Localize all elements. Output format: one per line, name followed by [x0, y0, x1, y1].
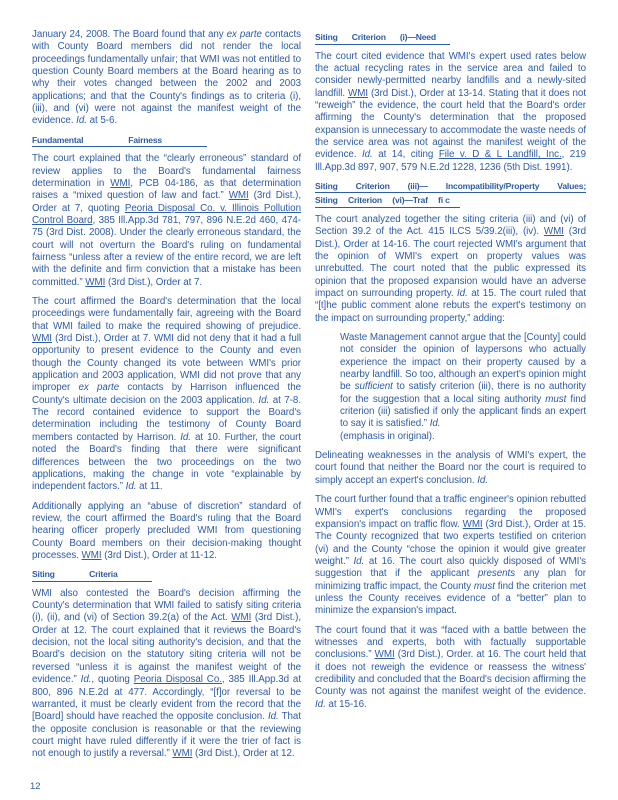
heading-word: Siting: [315, 180, 338, 191]
body-text: (emphasis in original).: [340, 430, 435, 442]
italic-text: must: [545, 393, 567, 405]
body-text: That the opposite conclusion is reasonable or that the reviewing court might have ruled differently if it were the trier of fact is not enough to justify a reversal.”: [32, 711, 301, 760]
body-text: find the criterion met unless the County receives evidence of a “better” plan to minimize the expansion's impact.: [315, 580, 586, 617]
body-text: (3rd Dist.), Order at 12. The court explained that it reviews the Board's decision, not the local siting authority's decision, and that the Board's decision on the statutory siting criteria will not be reversed “unless it is against the manifest weight of the evidence.”: [32, 612, 302, 686]
body-text: (3rd Dist.), Order at 11-12.: [101, 549, 217, 561]
heading-word: Values;: [557, 180, 586, 191]
body-text: (3rd Dist.), Order at 14-16. The court rejected WMI's argument that the opinion of WMI's expert on property values was unrebutted. The court noted that the public expressed its opinion that the proposed expansion would have an adverse impact on surrounding property.: [315, 226, 586, 299]
case-citation: WMI: [81, 549, 102, 561]
case-citation: WMI: [462, 518, 483, 530]
body-text: Delineating weaknesses in the analysis of WMI's expert, the court found that neither the Board nor the court is required to simply accept an expert's conclusion.: [315, 450, 586, 486]
left-column: [32, 29, 301, 768]
section-heading-line: [315, 181, 586, 194]
italic-text: Id.: [361, 149, 373, 161]
body-text: at 11.: [136, 481, 163, 493]
heading-word: Siting: [315, 32, 338, 42]
section-heading-line: [315, 32, 450, 45]
body-text: The court cited evidence that WMI's expert used rates below the actual recycling rates in the service area and failed to consider newly-permitted nearby landfills and a newly-sited landfill.: [315, 50, 586, 99]
section-heading-line: [315, 195, 460, 208]
case-citation: Peoria Disposal Co. v. Illinois Pollution Control Board: [32, 202, 301, 226]
body-text: contacts with County Board members did not render the local proceedings fundamentally unfair; that WMI was not entitled to question County Board members at the Board hearing as to why their votes changed between the 2002 and 2003 applications; and that the County's findings as to criteria (i), (iii), and (vi) were not against the manifest weight of the evidence.: [32, 29, 301, 127]
italic-text: ex parte: [78, 382, 120, 394]
body-text: The court found that it was “faced with a battle between the witnesses and experts, both with factually supportable conclusions.”: [315, 624, 586, 661]
body-text: (3rd Dist.), Order at 13-14. Stating that it does not “reweigh” the evidence, the court held that the Board's order affirming the County's determination that the proposed expansion is unnecessary to accommodate the waste needs of the service area was not against the manifest weight of the evidence.: [315, 87, 586, 161]
italic-text: ex parte: [226, 29, 262, 40]
case-citation: WMI: [543, 226, 564, 238]
case-citation: Peoria Disposal Co.: [133, 674, 222, 686]
paragraph: [32, 29, 301, 128]
case-citation: WMI: [228, 190, 249, 202]
italic-text: Id.: [125, 481, 137, 493]
heading-word: Criterion: [355, 180, 390, 191]
section-heading-line: [32, 135, 207, 148]
body-text: (3rd Dist.), Order at 7.: [105, 276, 203, 288]
body-text: find criterion (iii) satisfied if only the applicant finds an expert to say it is satisfied.”: [340, 393, 586, 430]
heading-word: Siting: [315, 195, 338, 206]
paragraph: [315, 494, 586, 617]
body-text: , 385 Ill.App.3d 781, 797, 896 N.E.2d 460, 474-75 (3rd Dist. 2008). Under the clearly erroneous standard, the court will not overturn the Board's ruling on fundamental fairness “unless after a review of the entire record, we are left with the definite and firm conviction that a mistake has been committed.”: [32, 214, 301, 288]
heading-word: Incompatibility/Property: [445, 180, 540, 191]
body-text: (3rd Dist.), Order at 12.: [192, 748, 295, 760]
body-text: at 5-6.: [86, 115, 118, 127]
body-text: The court affirmed the Board's determination that the local proceedings were fundamentally fair, agreeing with the Board that WMI failed to make the required showing of prejudice.: [32, 296, 301, 332]
paragraph: [32, 588, 301, 761]
body-text: Waste Management cannot argue that the [County] could not consider the opinion of laypersons who actually experience the impact on their property caused by a nearby landfill. So too, although an expert's opinion might be: [340, 332, 586, 393]
block-quote: [340, 332, 586, 443]
italic-text: Id.: [76, 115, 87, 127]
heading-word: Criteria: [89, 569, 118, 580]
heading-word: Fairness: [128, 134, 163, 145]
case-citation: File v. D & L Landfill, Inc.: [438, 149, 562, 161]
case-citation: WMI: [374, 649, 395, 661]
body-text: at 14, citing: [372, 149, 439, 161]
heading-word: Siting: [32, 569, 55, 580]
heading-word: Criterion: [351, 32, 386, 42]
italic-text: Id.: [180, 431, 191, 443]
body-text: Additionally applying an “abuse of discretion” standard of review, the court affirmed the Board's ruling that the Board hearing officer properly precluded WMI from questioning County Board members on their decision-making thought processes.: [32, 500, 301, 561]
italic-text: Id.: [429, 418, 441, 430]
page-number: 12: [30, 781, 41, 792]
heading-word: Fundamental: [32, 134, 84, 145]
case-citation: WMI: [32, 333, 52, 345]
paragraph: [315, 625, 586, 711]
body-text: , 219 Ill.App.3d 897, 907, 579 N.E.2d 1228, 1236 (5th Dist. 1991).: [315, 149, 586, 173]
paragraph: [32, 501, 301, 563]
heading-word: (iii)—: [407, 180, 428, 191]
case-citation: WMI: [172, 748, 193, 760]
body-text: to satisfy criterion (iii), there is no authority for the suggestion that a local siting authority: [340, 381, 586, 405]
body-text: The court explained that the “clearly erroneous” standard of review applies to the Board's fundamental fairness determination in: [32, 153, 301, 189]
italic-text: Id.: [457, 288, 468, 299]
body-text: any plan for minimizing traffic impact, the County: [315, 568, 586, 592]
body-text: (3rd Dist.), Order at 15. The County recognized that two experts testified on criterion (vi) and the County “chose the opinion it would give greater weight.”: [315, 518, 586, 567]
case-citation: WMI: [231, 612, 252, 624]
italic-text: must: [473, 580, 495, 592]
body-text: at 15. The court ruled that “[t]he public comment alone rebuts the expert's testimony on the impact on surrounding property,” adding:: [315, 288, 586, 324]
heading-word: (vi)—Traf: [392, 195, 428, 206]
body-text: (3rd Dist.), Order at 7, quoting: [32, 190, 301, 214]
heading-word: fi c: [438, 195, 450, 206]
italic-text: Id.: [315, 698, 326, 710]
paragraph: [315, 450, 586, 487]
body-text: contacts by Harrison influenced the County's ultimate decision on the 2003 application.: [32, 382, 301, 406]
case-citation: WMI: [85, 276, 106, 288]
section-heading-line: [32, 569, 152, 582]
body-text: (3rd Dist.), Order at 7. WMI did not deny that it had a full opportunity to present evidence to the County and even though the County changed its vote between WMI's prior application and 2003 application, WMI did not prove that any improper: [32, 333, 301, 394]
body-text: at 7-8. The record contained evidence to support the Board's determination including the testimony of County Board members contacted by Harrison.: [32, 394, 301, 443]
body-text: The court analyzed together the siting criteria (iii) and (vi) of Section 39.2 of the Act. 415 ILCS 5/39.2(iii), (iv).: [315, 213, 586, 238]
heading-word: (i)—Need: [399, 32, 436, 42]
body-text: (3rd Dist.), Order. at 16. The court held that it does not reweigh the evidence or reassess the witness' credibility and concluded that the Board's decision affirming the County was not against the manifest weight of the evidence.: [315, 649, 587, 698]
case-citation: WMI: [110, 177, 131, 189]
body-text: at 16. The court also quickly disposed of WMI's suggestion that if the applicant: [315, 555, 587, 580]
paragraph: [315, 214, 586, 325]
paragraph: [32, 153, 301, 289]
section-heading: [315, 32, 586, 45]
body-text: WMI also contested the Board's decision affirming the County's determination that WMI failed to satisfy siting criteria (i), (ii), and (vi) of Section 39.2(a) of the Act.: [32, 587, 301, 624]
section-heading: [315, 181, 586, 208]
italic-text: Id.: [267, 711, 279, 723]
italic-text: Id.: [258, 394, 270, 406]
section-heading: [32, 569, 301, 582]
paragraph: [32, 296, 301, 494]
body-text: , PCB 04-186, as that determination raises a “mixed question of law and fact.”: [32, 177, 301, 202]
case-citation: WMI: [348, 87, 368, 99]
body-text: at 10. Further, the court noted the Board's finding that there were significant differences between the two proceedings on the two applications, making the change in vote “explainable by independent factors.”: [32, 431, 301, 493]
heading-word: Criterion: [347, 195, 382, 206]
paragraph: [315, 51, 586, 174]
body-text: at 15-16.: [325, 698, 367, 710]
body-text: , 385 Ill.App.3d at 800, 896 N.E.2d at 477. Accordingly, “[f]or reversal to be warranted, it must be clearly evident from the record that the [Board] should have reached the opposite conclusion.: [32, 674, 301, 723]
italic-text: Id.: [80, 674, 92, 686]
body-text: January 24, 2008. The Board found that any: [32, 29, 227, 40]
italic-text: Id.: [353, 555, 365, 567]
italic-text: Id.: [477, 474, 488, 486]
body-text: , quoting: [91, 674, 134, 686]
italic-text: presents: [477, 568, 516, 580]
right-column: [315, 29, 586, 718]
section-heading: [32, 135, 301, 148]
body-text: The court further found that a traffic engineer's opinion rebutted WMI's expert's conclusions regarding the proposed expansion's impact on traffic flow.: [315, 494, 586, 530]
italic-text: sufficient: [354, 381, 393, 393]
